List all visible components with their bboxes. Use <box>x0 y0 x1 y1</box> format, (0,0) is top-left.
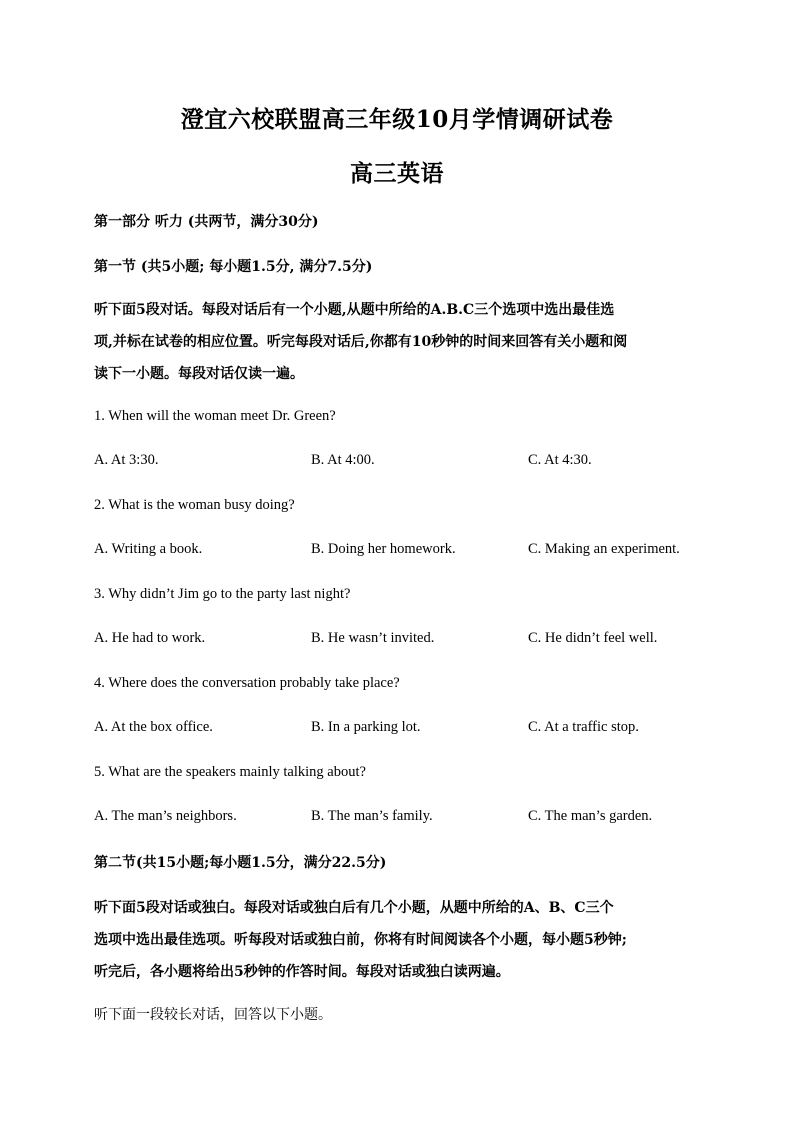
option-c: C. Making an experiment. <box>528 541 680 557</box>
section1-instruction-line: 听下面5段对话。每段对话后有一个小题,从题中所给的A.B.C三个选项中选出最佳选 <box>94 302 615 318</box>
question-stem: 3. Why didn’t Jim go to the party last night? <box>94 586 351 602</box>
option-a: A. The man’s neighbors. <box>94 808 237 824</box>
option-a: A. He had to work. <box>94 630 206 646</box>
question-stem: 2. What is the woman busy doing? <box>94 497 295 513</box>
section1-heading: 第一节 (共5小题; 每小题1.5分, 满分7.5分) <box>94 259 373 275</box>
question-stem: 1. When will the woman meet Dr. Green? <box>94 408 336 424</box>
option-b: B. The man’s family. <box>311 808 433 824</box>
exam-title: 澄宜六校联盟高三年级10月学情调研试卷 <box>180 106 614 133</box>
option-a: A. Writing a book. <box>94 541 203 557</box>
section2-instruction-line: 听下面5段对话或独白。每段对话或独白后有几个小题，从题中所给的A、B、C三个 <box>94 900 614 916</box>
option-c: C. The man’s garden. <box>528 808 653 824</box>
option-b: B. In a parking lot. <box>311 719 421 735</box>
option-b: B. At 4:00. <box>311 452 375 468</box>
option-b: B. Doing her homework. <box>311 541 456 557</box>
section1-instruction-line: 项,并标在试卷的相应位置。听完每段对话后,你都有10秒钟的时间来回答有关小题和阅 <box>94 334 628 350</box>
question-stem: 5. What are the speakers mainly talking about? <box>94 764 366 780</box>
option-c: C. At a traffic stop. <box>528 719 639 735</box>
option-c: C. He didn’t feel well. <box>528 630 658 646</box>
section1-instruction-line: 读下一小题。每段对话仅读一遍。 <box>94 366 304 382</box>
part1-heading: 第一部分 听力 (共两节，满分30分) <box>94 214 319 230</box>
option-b: B. He wasn’t invited. <box>311 630 435 646</box>
exam-subtitle: 高三英语 <box>350 160 444 187</box>
section2-instruction-line: 选项中选出最佳选项。听每段对话或独白前，你将有时间阅读各个小题，每小题5秒钟; <box>94 932 627 948</box>
section2-instruction-line: 听完后，各小题将给出5秒钟的作答时间。每段对话或独白读两遍。 <box>94 964 510 980</box>
option-c: C. At 4:30. <box>528 452 592 468</box>
section2-heading: 第二节(共15小题;每小题1.5分，满分22.5分) <box>94 855 387 871</box>
option-a: A. At the box office. <box>94 719 213 735</box>
question-stem: 4. Where does the conversation probably take place? <box>94 675 400 691</box>
section2-note: 听下面一段较长对话，回答以下小题。 <box>94 1007 332 1023</box>
option-a: A. At 3:30. <box>94 452 159 468</box>
